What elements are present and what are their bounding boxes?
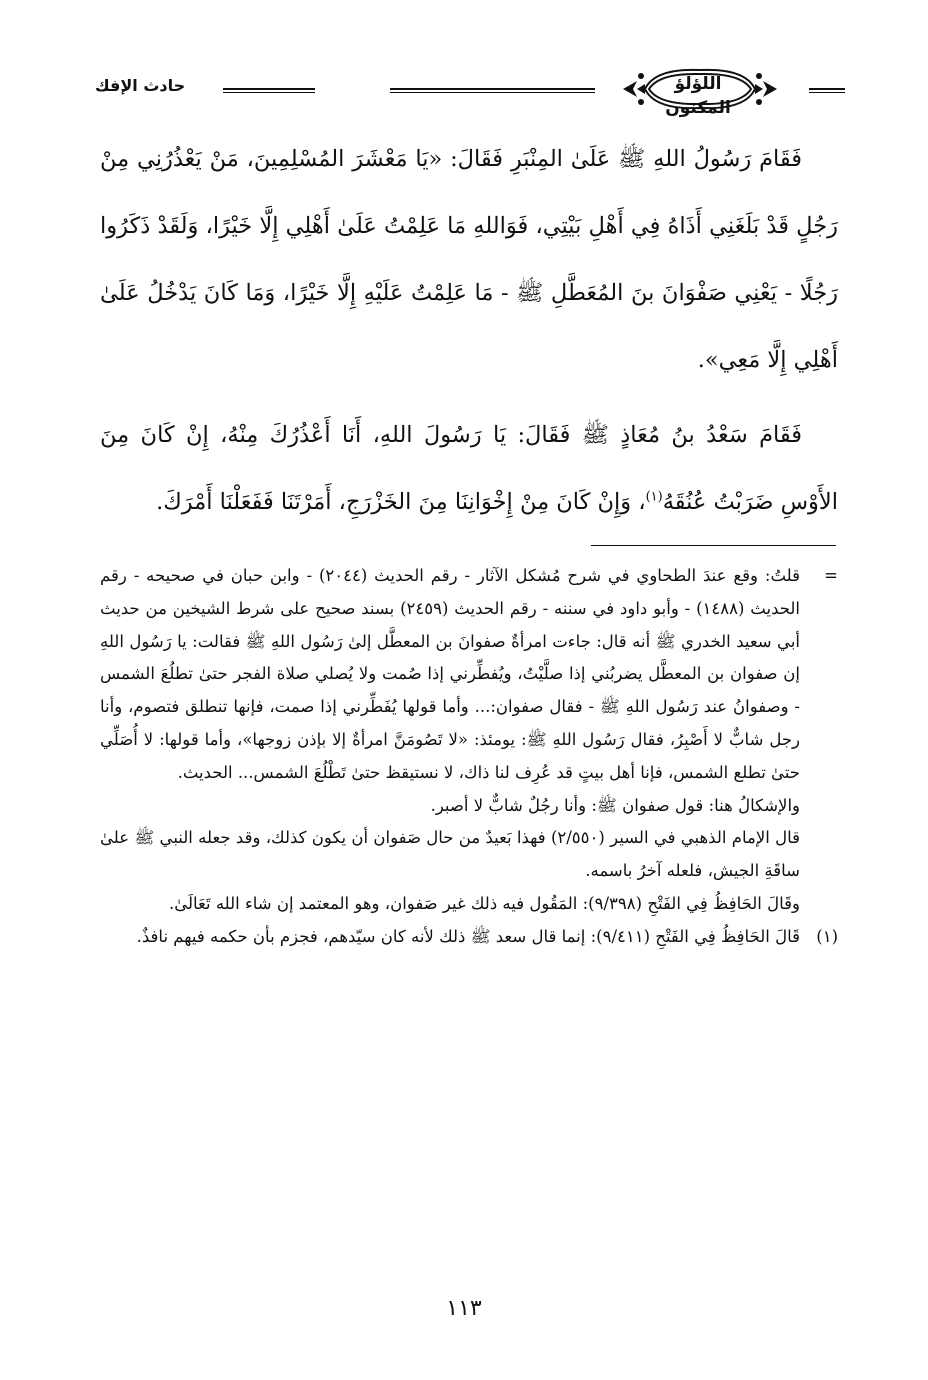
- footnote-ishkal: والإشكالُ هنا: قول صفوان ﷺ: وأنا رجُلٌ شابٌّ لا أصبر.: [430, 795, 800, 815]
- header-rule-left: [223, 88, 315, 93]
- footnote-continued-text: قلتُ: وقع عندَ الطحاوي في شرح مُشكل الآثار - رقم الحديث (٢٠٤٤) - وابن حبان في صحيحه - رقم الحديث (١٤٨٨) - وأبو داود في سننه - رقم الحديث (٢٤٥٩) بسند صحيح على شرط الشيخين من حديث أبي سعيد الخدري ﷺ أنه قال: جاءت امرأةٌ صفوانَ بن المعطَّل إلىٰ رَسُول اللهِ ﷺ فقالت: يا رَسُول اللهِ إن صفوان بن المعطَّل يضربُني إذا صلَّيْتُ، ويُفطِّرني إذا صُمت ولا يُصلي صلاة الفجر حتىٰ تطلُعَ الشمس - وصفوانُ عند رَسُول اللهِ ﷺ - فقال صفوان:... وأما قولها يُفَطِّرني إذا صمت، فإنها تنطلق فتصوم، وأنا رجل شابٌّ لا أَصْبِرُ، فقال رَسُول اللهِ ﷺ: يومئذ: «لا تَصُومَنَّ امرأةٌ إلا بإذن زوجها»، وأما قولها: لا أُصَلِّي حتىٰ تطلع الشمس، فإنا أهل بيتٍ قد عُرِف لنا ذاك، لا نستيقظ حتىٰ تَطْلُعَ الشمس... الحديث.: [100, 566, 801, 782]
- page-number: ١١٣: [446, 1296, 482, 1321]
- header-rule-right: [809, 88, 845, 93]
- main-paragraph-1: فَقَامَ رَسُولُ اللهِ ﷺ عَلَىٰ المِنْبَرِ فَقَالَ: «يَا مَعْشَرَ المُسْلِمِينَ، مَنْ يَعْذُرُنِي مِنْ رَجُلٍ قَدْ بَلَغَنِي أَذَاهُ فِي أَهْلِ بَيْتِي، فَوَاللهِ مَا عَلِمْتُ عَلَىٰ أَهْلِي إِلَّا خَيْرًا، وَلَقَدْ ذَكَرُوا رَجُلًا - يَعْنِي صَفْوَانَ بنَ المُعَطَّلِ ﷺ - مَا عَلِمْتُ عَلَيْهِ إِلَّا خَيْرًا، وَمَا كَانَ يَدْخُلُ عَلَىٰ أَهْلِي إِلَّا مَعِي».: [100, 146, 838, 373]
- footnote-continued: [100, 560, 838, 790]
- main-paragraph-2-text-b: ، وَإِنْ كَانَ مِنْ إِخْوَانِنَا مِنَ الخَزْرَجِ، أَمَرْتَنَا فَفَعَلْنَا أَمْرَكَ.: [156, 489, 646, 515]
- running-header: [95, 60, 845, 120]
- main-paragraph-2-text-a: فَقَامَ سَعْدُ بنُ مُعَاذٍ ﷺ فَقَالَ: يَا رَسُولَ اللهِ، أَنَا أَعْذُرُكَ مِنْهُ، إِنْ كَانَ مِنَ الأَوْسِ ضَرَبْتُ عُنُقَهُ: [100, 422, 838, 515]
- chapter-title: حادث الإفك: [95, 76, 186, 95]
- footnote-dhahabi: قال الإمام الذهبي في السير (٢/٥٥٠) فهذا بَعيدٌ من حال صَفوان أن يكون كذلك، وقد جعله النبي ﷺ علىٰ ساقَةِ الجيش، فلعله آخرُ باسمه.: [100, 828, 801, 881]
- footnotes: [100, 560, 838, 954]
- footnote-separator: [591, 545, 836, 546]
- footnote-marker-1[interactable]: (١): [645, 489, 663, 505]
- footnote-hafiz: وقَالَ الحَافِظُ فِي الفَتْحِ (٩/٣٩٨): المَقُول فيه ذلك غير صَفوان، وهو المعتمد إن شاء الله تَعَالَىٰ.: [168, 893, 800, 913]
- main-paragraph-2: [100, 402, 838, 536]
- book-title: اللؤلؤ المكنون: [665, 74, 731, 118]
- footnote-1-mark: (١): [816, 926, 838, 946]
- continuation-mark: =: [824, 566, 838, 585]
- main-text: [100, 126, 838, 536]
- footnote-1-text: قَالَ الحَافِظُ فِي الفَتْحِ (٩/٤١١): إنما قال سعد ﷺ ذلك لأنه كان سيّدهم، فجزم بأن حكمه فيهم نافذٌ.: [136, 926, 800, 946]
- header-rule-middle: [390, 88, 595, 93]
- footnote-1: [100, 921, 838, 954]
